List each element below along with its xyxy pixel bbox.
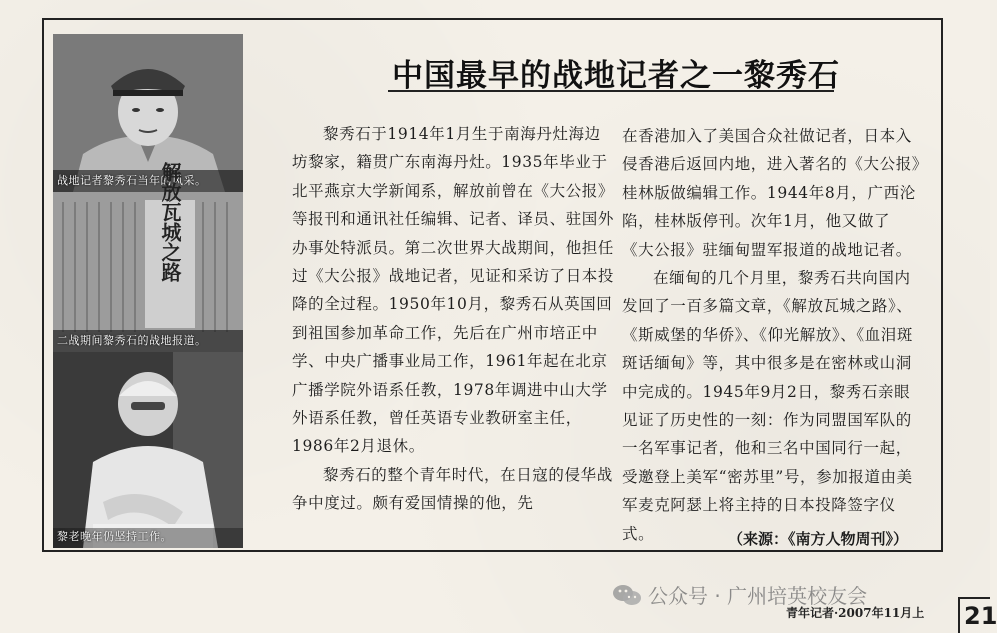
- watermark-text: 公众号 · 广州培英校友会: [648, 584, 868, 608]
- paragraph-2: 黎秀石的整个青年时代，在日寇的侵华战争中度过。颇有爱国情操的他，先: [292, 465, 613, 513]
- portrait-caption: 战地记者黎秀石当年的风采。: [57, 174, 207, 187]
- portrait-photo: [53, 34, 243, 192]
- article-column-1: [292, 120, 614, 518]
- elderly-photo: [53, 352, 243, 548]
- paragraph-4: 在缅甸的几个月里，黎秀石共向国内发回了一百多篇文章，《解放瓦城之路》、《斯威堡的华侨》、《仰光解放》、《血泪斑斑话缅甸》等，其中很多是在密林或山洞中完成的。1945年9月2日，黎秀石亲眼见证了历史性的一刻：作为同盟国军队的一名军事记者，他和三名中国同行一起，受邀登上美军“密苏里”号，参加报道由美军麦克阿瑟上将主持的日本投降签字仪式。: [622, 269, 914, 543]
- newspaper-caption: 二战期间黎秀石的战地报道。: [57, 334, 207, 347]
- paragraph-3: 在香港加入了美国合众社做记者，日本入侵香港后返回内地，进入著名的《大公报》桂林版做编辑工作。1944年8月，广西沦陷，桂林版停刊。次年1月，他又做了《大公报》驻缅甸盟军报道的战地记者。: [622, 127, 921, 259]
- paragraph-1: 黎秀石于1914年1月生于南海丹灶海边坊黎家，籍贯广东南海丹灶。1935年毕业于北平燕京大学新闻系，解放前曾在《大公报》等报刊和通讯社任编辑、记者、译员、驻国外办事处特派员。第二次世界大战期间，他担任过《大公报》战地记者，见证和采访了日本投降的全过程。1950年10月，黎秀石从英国回到祖国参加革命工作，先后在广州市培正中学、中央广播事业局工作，1961年起在北京广播学院外语系任教，1978年调进中山大学外语系任教，曾任英语专业教研室主任，1986年2月退休。: [292, 125, 615, 456]
- article-title: 中国最早的战地记者之一黎秀石: [392, 58, 840, 94]
- elderly-image: [53, 352, 243, 548]
- page-number: 21: [958, 597, 990, 633]
- magazine-issue: 青年记者·2007年11月上: [786, 606, 925, 620]
- article-column-2: [622, 122, 922, 548]
- elderly-caption: 黎老晚年仍坚持工作。: [57, 530, 172, 543]
- portrait-image: [53, 34, 243, 192]
- newspaper-headline: 解放瓦城之路: [158, 162, 182, 282]
- source-credit: （来源：《南方人物周刊》）: [728, 530, 909, 548]
- wechat-icon: [612, 583, 642, 607]
- title-underline: [388, 90, 834, 92]
